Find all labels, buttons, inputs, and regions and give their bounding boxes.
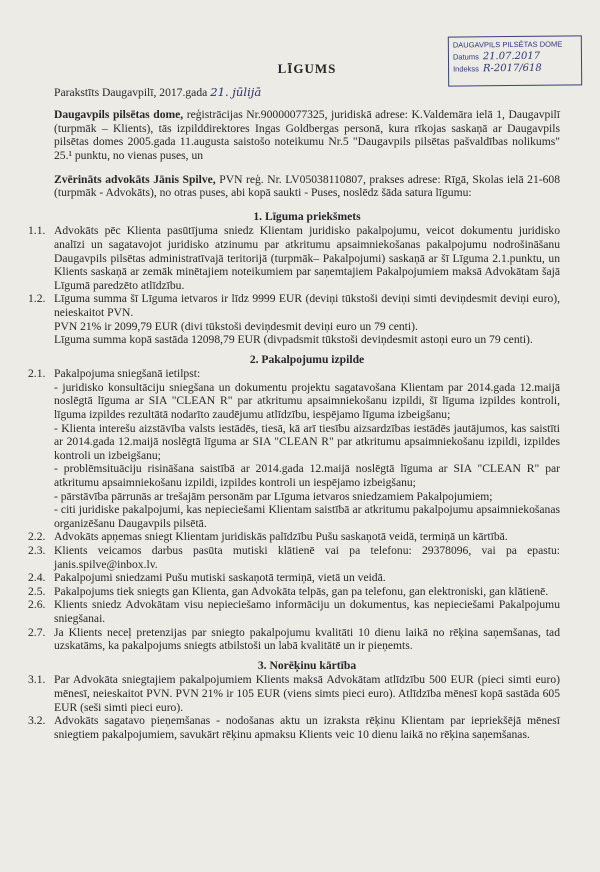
stamp-index-label: Indekss <box>453 64 479 74</box>
clause-text: Pakalpojums tiek sniegts gan Klienta, gan Advokāta telpās, gan pa telefonu, gan elektroniski, gan klātienē. <box>54 584 549 598</box>
clause-3-1 <box>28 673 560 714</box>
clause-number: 2.1. <box>28 367 46 381</box>
party-advocate-paragraph <box>54 173 560 200</box>
clause-text: Līguma summa kopā sastāda 12098,79 EUR (divpadsmit tūkstoši deviņdesmit astoņi euro un 79 centi). <box>54 333 533 347</box>
clause-1-2 <box>28 292 560 347</box>
stamp-date-value: 21.07.2017 <box>482 50 541 63</box>
stamp-date-label: Datums <box>452 52 479 62</box>
registration-stamp <box>448 35 582 86</box>
clause-2-7 <box>28 625 560 653</box>
list-item: - pārstāvība pārrunās ar trešajām personām par Līguma ietvaros sniedzamiem Pakalpojumiem; <box>54 489 493 503</box>
clause-text: Advokāts sagatavo pieņemšanas - nodošanas aktu un izraksta rēķinu Klientam par iepriekšējā mēnesī sniegtiem pakalpojumiem, savukārt rēķinu apmaksu Klients veic 10 dienu laikā no rēķina saņemšanas. <box>54 714 560 741</box>
clause-text: Advokāts pēc Klienta pasūtījuma sniedz Klientam juridisko pakalpojumu, veicot dokumentu juridisko analīzi un sagatavojot juridisko atzinumu par atkritumu apsaimniekošanas pakalpojumu nodrošināšanu Daugavpils pilsētas administratīvajā teritorijā (turpmāk– Pakalpojumi) saskaņā ar šī Līguma 2.1.punktu, un Klients saskaņā ar zemāk minētajiem noteikumiem par saņemtajiem Pakalpojumiem maksā Advokātam šajā Līgumā paredzēto atlīdzību. <box>54 224 560 292</box>
clause-2-6 <box>28 598 560 625</box>
document-title: LĪGUMS <box>277 61 337 76</box>
clause-text: Klients veicamos darbus pasūta mutiski klātienē vai pa telefonu: 29378096, vai pa epastu: janis.spilve@inbox.lv. <box>54 544 560 571</box>
signing-date-line <box>54 86 560 100</box>
clause-2-2 <box>28 530 560 544</box>
stamp-index-value: R-2017/618 <box>482 62 542 75</box>
list-item: - Klienta interešu aizstāvība valsts iestādēs, tiesā, kā arī tiesību aizsardzības iestādēs jautājumos, kas saistīti ar 2014.gada 12.maijā noslēgtā līguma ar SIA "CLEAN R" par atkritumu apsaimniekošanu izpildi, izpildes kontroli un izbeigšanu; <box>54 421 560 462</box>
clause-number: 1.2. <box>28 292 46 306</box>
clause-number: 1.1. <box>28 224 46 238</box>
party-client-name: Daugavpils pilsētas dome, <box>54 108 184 122</box>
clause-text: Pakalpojumi sniedzami Pušu mutiski saskaņotā termiņā, vietā un veidā. <box>54 571 386 585</box>
clause-2-4 <box>28 571 560 585</box>
party-client-paragraph <box>54 108 560 162</box>
clause-number: 3.1. <box>28 673 46 687</box>
list-item: - juridisko konsultāciju sniegšana un dokumentu projektu sagatavošana Klientam par 2014.gada 12.maijā noslēgtā līguma ar SIA "CLEAN R" par atkritumu apsaimniekošanu izpildi, šī līguma izpildes kontroli, līguma izpildes rezultātā nodarīto zaudējumu atlīdzību, iespējamo līguma izbeigšanu; <box>54 380 560 422</box>
clause-number: 2.4. <box>28 571 46 585</box>
clause-2-5 <box>28 584 560 599</box>
clause-text: Klients sniedz Advokātam visu nepieciešamo informāciju un dokumentus, kas nepieciešami Pakalpojumu sniegšanai. <box>54 598 560 625</box>
clause-number: 3.2. <box>28 714 46 728</box>
clause-text: PVN 21% ir 2099,79 EUR (divi tūkstoši deviņdesmit deviņi euro un 79 centi). <box>54 319 418 333</box>
clause-number: 2.3. <box>28 544 46 557</box>
list-item: - citi juridiske pakalpojumi, kas nepieciešami Klientam saistībā ar atkritumu pakalpojumu apsaimniekošanas organizēšanu Daugavpils pilsētā. <box>54 503 560 530</box>
clause-1-1 <box>28 224 560 292</box>
clause-2-1 <box>28 367 560 530</box>
section-1-heading: 1. Līguma priekšmets <box>253 209 361 223</box>
clause-text: Pakalpojuma sniegšanā ietilpst: <box>54 367 201 381</box>
party-client-details: reģistrācijas Nr.90000077325, juridiskā adrese: K.Valdemāra ielā 1, Daugavpilī (turpmāk – Klients), tās izpilddirektores Ingas Goldbergas personā, kura rīkojas saskaņā ar Daugavpils pilsētas domes 2005.gada 11.augusta saistošo noteikumu Nr.5 "Daugavpils pilsētas pašvaldības nolikums" 25.¹ punktu, no vienas puses, un <box>54 108 560 162</box>
clause-2-3 <box>28 544 560 571</box>
signing-date-handwritten: 21. jūlijā <box>210 84 262 99</box>
clause-text: Advokāts apņemas sniegt Klientam juridiskās palīdzību Pušu saskaņotā veidā, termiņā un kārtībā. <box>54 530 508 544</box>
signing-date-prefix: Parakstīts Daugavpilī, 2017.gada <box>54 85 208 99</box>
clause-number: 2.5. <box>28 584 46 598</box>
party-advocate-details: PVN reģ. Nr. LV05038110807, prakses adrese: Rīgā, Skolas ielā 21-608 (turpmāk - Advokāts), no otras puses, abi kopā saukti - Puses, noslēdz šāda satura līgumu: <box>54 172 561 200</box>
clause-text: Par Advokāta sniegtajiem pakalpojumiem Klients maksā Advokātam atlīdzību 500 EUR (pieci simti euro) mēnesī, neieskaitot PVN. PVN 21% ir 105 EUR (viens simts pieci euro). Atlīdzība mēnesī kopā sastāda 605 EUR (seši simti pieci euro). <box>54 673 560 714</box>
clause-text: Ja Klients neceļ pretenzijas par sniegto pakalpojumu kvalitāti 10 dienu laikā no rēķina saņemšanas, tad uzskatāms, ka pakalpojums sniegts atbilstoši un labā kvalitātē un ir pieņemts. <box>54 625 560 653</box>
list-item: - problēmsituāciju risināšana saistībā ar 2014.gada 12.maijā noslēgtā līguma ar SIA "CLEAN R" par atkritumu apsaimniekošanu izpildi, izpildes kontroli un iespējamo izbeigšanu; <box>54 462 560 490</box>
clause-number: 2.6. <box>28 598 46 612</box>
clause-number: 2.7. <box>28 625 46 639</box>
stamp-org: DAUGAVPILS PILSĒTAS DOME <box>452 39 563 50</box>
clause-text: Līguma summa šī Līguma ietvaros ir līdz 9999 EUR (deviņi tūkstoši deviņi simti deviņdesmit deviņi euro), neieskaitot PVN. <box>54 292 560 319</box>
clause-number: 2.2. <box>28 530 46 544</box>
party-advocate-name: Zvērināts advokāts Jānis Spilve, <box>54 172 216 186</box>
clause-3-2 <box>28 714 560 741</box>
section-2-heading: 2. Pakalpojumu izpilde <box>249 352 365 366</box>
section-3-heading: 3. Norēķinu kārtība <box>257 658 357 672</box>
